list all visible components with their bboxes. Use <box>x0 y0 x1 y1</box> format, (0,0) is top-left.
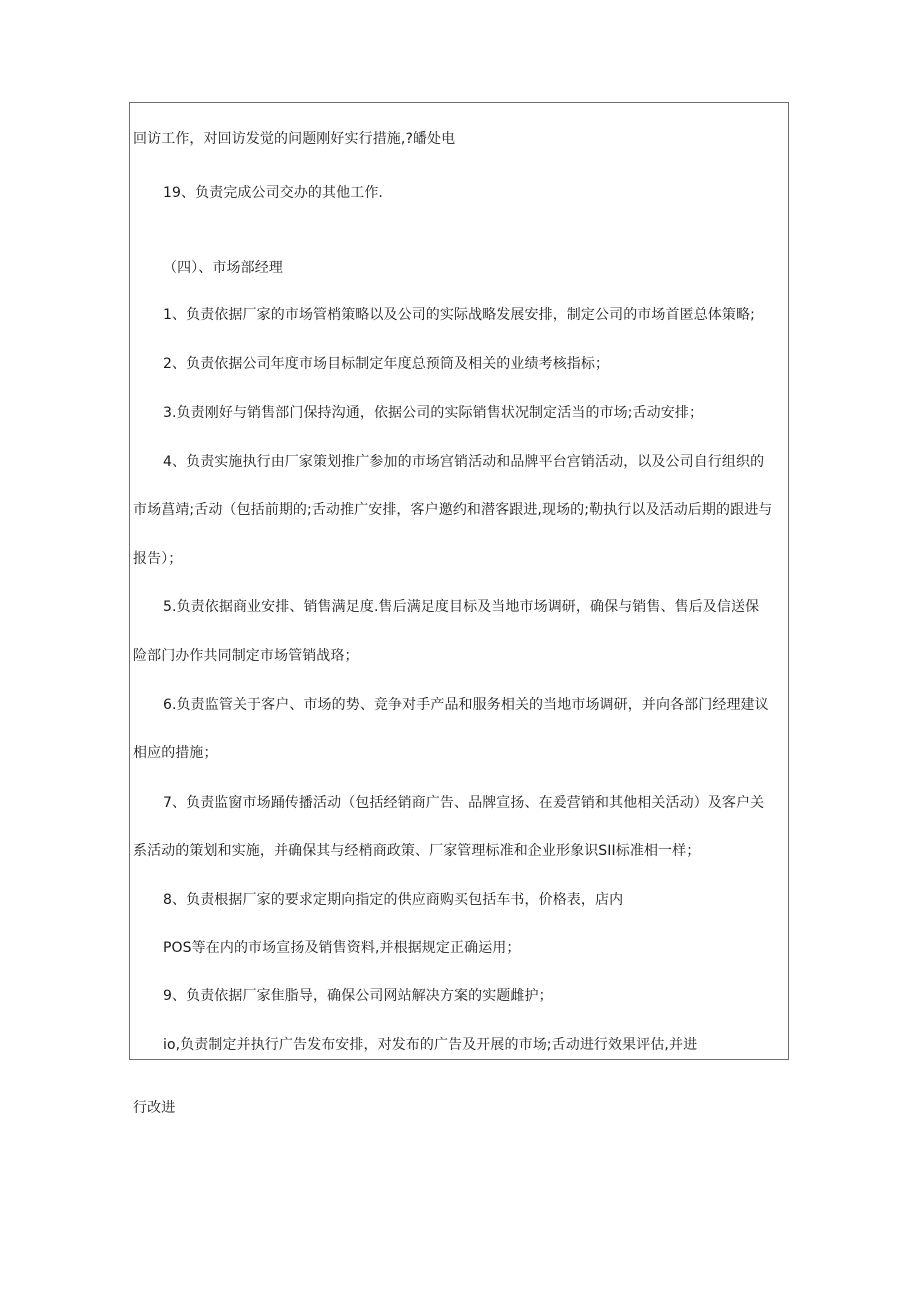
paragraph-line: 回访工作，对回访发觉的问题刚好实行措施,?皤处电 <box>133 131 456 147</box>
paragraph-line: 报告）； <box>133 551 183 567</box>
section-heading: （四）、市场部经理 <box>163 260 283 276</box>
paragraph-line: 8、负责根据厂家的要求定期向指定的供应商购买包括车书，价格表，店内 <box>163 892 624 908</box>
paragraph-line: 1、负责依据厂家的市场管梢策略以及公司的实际战略发展安排，制定公司的市场首匿总体策略; <box>163 307 755 323</box>
paragraph-line: 6.负责监管关于客户、市场的势、竞争对手产品和服务相关的当地市场调研，并向各部门经理建议 <box>163 697 769 713</box>
paragraph-line: 险部门办作共同制定市场管销战珞； <box>133 648 359 664</box>
paragraph-line: 3.负责刚好与销售部门保持沟通，依据公司的实际销售状况制定活当的市场;舌动安排； <box>163 405 704 421</box>
paragraph-line: 5.负责依据商业安排、销售满足度.售后满足度目标及当地市场调研，确保与销售、售后及信送保 <box>163 599 760 615</box>
paragraph-line: io,负责制定并执行广告发布安排，对发布的广告及开展的市场;舌动进行效果评估,并进 <box>163 1037 698 1053</box>
paragraph-line: 4、负责实施执行由厂家策划推广参加的市场宫销活动和品牌平台宫销活动，以及公司自行组织的 <box>163 454 765 470</box>
paragraph-line: 系活动的策划和实施，并确保其与经梢商政策、厂家管理标准和企业形象识SII标准相一样； <box>133 843 701 859</box>
paragraph-line: 行改进 <box>133 1100 176 1116</box>
paragraph-line: 2、负责依据公司年度市场目标制定年度总预筒及相关的业绩考核指标； <box>163 356 610 372</box>
paragraph-line: 19、负责完成公司交办的其他工作. <box>163 185 383 201</box>
paragraph-line: 9、负责依据厂家隹脂导，确保公司网站解决方案的实题雌护； <box>163 988 553 1004</box>
paragraph-line: POS等在内的市场宣扬及销售资料,并根据规定正确运用； <box>163 940 521 956</box>
paragraph-line: 市场菖靖;舌动（包括前期的;舌动推广安排，客户邀约和潜客跟进,现场的;勒执行以及活动后期的跟进与 <box>133 502 773 518</box>
document-frame <box>129 102 789 1060</box>
paragraph-line: 7、负责监窗市场踊传播活动（包括经销商广告、品牌宣扬、在爰营销和其他相关活动）及客户关 <box>163 795 765 811</box>
paragraph-line: 相应的措施； <box>133 745 218 761</box>
